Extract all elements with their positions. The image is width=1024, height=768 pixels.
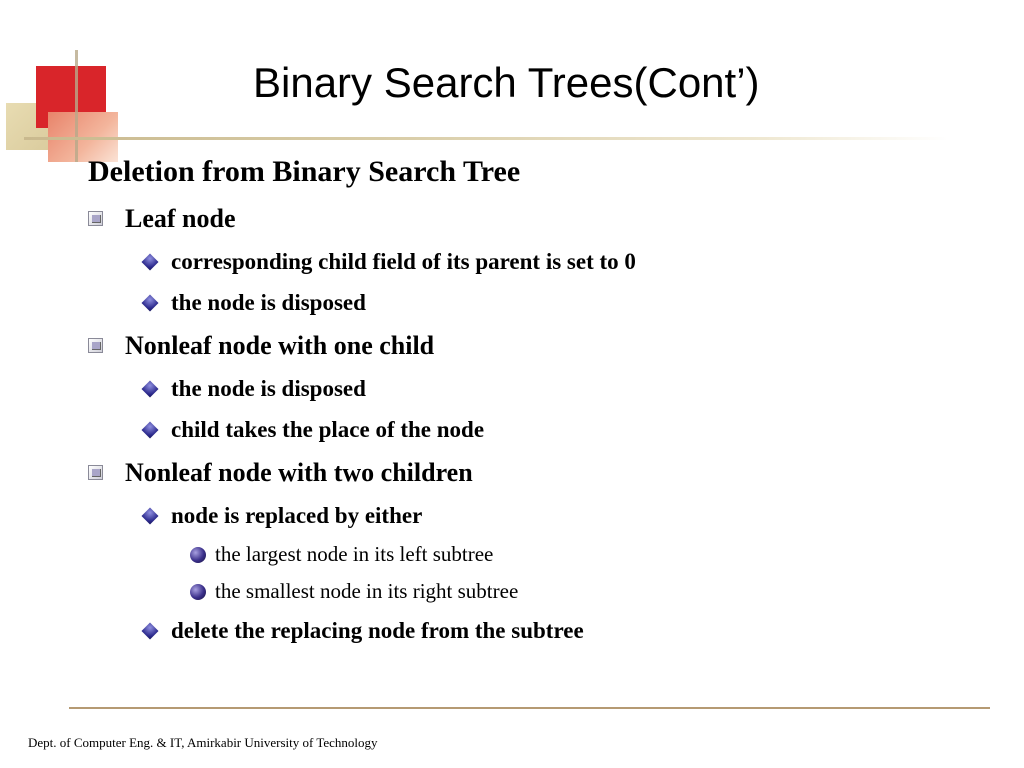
list-subitem-label: the node is disposed bbox=[171, 376, 366, 401]
diamond-bullet-icon bbox=[142, 381, 159, 398]
list-subitem-label: node is replaced by either bbox=[171, 503, 423, 528]
footer-text: Dept. of Computer Eng. & IT, Amirkabir University of Technology bbox=[28, 735, 378, 750]
diamond-bullet-icon bbox=[142, 295, 159, 312]
square-bullet-icon bbox=[88, 338, 103, 353]
footer-divider bbox=[69, 707, 990, 709]
diamond-bullet-icon bbox=[142, 422, 159, 439]
list-subitem-label: the node is disposed bbox=[171, 290, 366, 315]
ball-bullet-icon bbox=[190, 547, 206, 563]
square-bullet-icon bbox=[88, 465, 103, 480]
list-subitem-label: delete the replacing node from the subtree bbox=[171, 618, 584, 643]
diamond-bullet-icon bbox=[142, 508, 159, 525]
list-item-label: Leaf node bbox=[125, 204, 236, 233]
ball-bullet-icon bbox=[190, 584, 206, 600]
list-subsubitem-label: the largest node in its left subtree bbox=[215, 542, 494, 566]
square-bullet-icon bbox=[88, 211, 103, 226]
list-item-label: Nonleaf node with one child bbox=[125, 331, 435, 360]
list-subsubitem-label: the smallest node in its right subtree bbox=[215, 579, 519, 603]
list-item-label: Nonleaf node with two children bbox=[125, 458, 473, 487]
list-subitem-label: child takes the place of the node bbox=[171, 417, 485, 442]
list-subitem-label: corresponding child field of its parent is set to 0 bbox=[171, 249, 636, 274]
diamond-bullet-icon bbox=[142, 254, 159, 271]
diamond-bullet-icon bbox=[142, 623, 159, 640]
decor-vertical-line bbox=[75, 50, 78, 162]
slide-heading: Deletion from Binary Search Tree bbox=[88, 155, 521, 188]
title-underline bbox=[24, 137, 948, 140]
slide-title: Binary Search Trees(Cont’) bbox=[253, 59, 760, 106]
